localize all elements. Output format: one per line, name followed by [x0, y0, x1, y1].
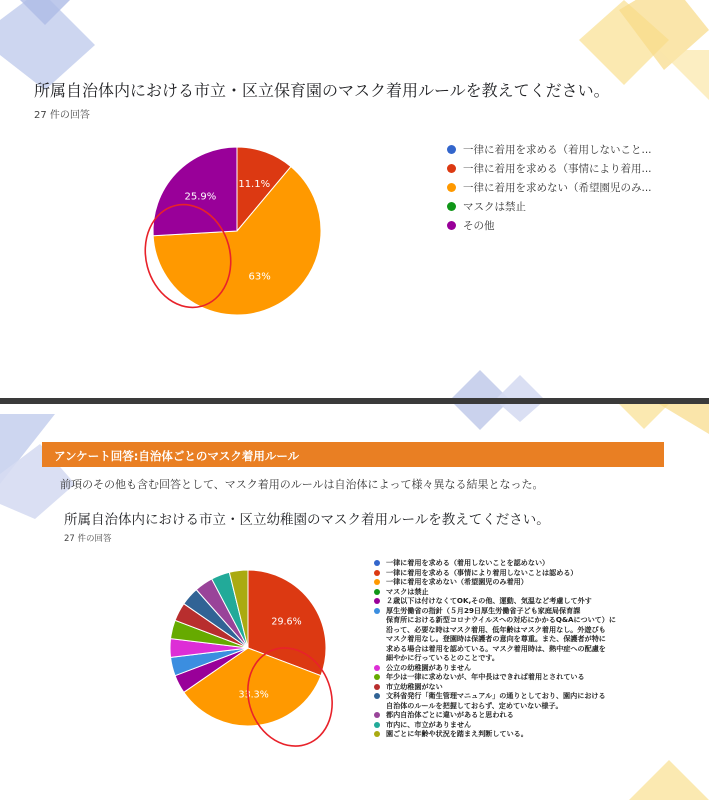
legend-label: 一律に着用を求めない（希望園児のみ着用） [386, 577, 528, 586]
legend-item [447, 159, 652, 178]
legend-dot-icon [447, 145, 456, 154]
legend-dot-icon [374, 674, 380, 680]
slice-label-2: 33.3% [238, 689, 269, 701]
legend-dot-icon [374, 722, 380, 728]
legend-item [374, 587, 674, 597]
legend-dot-icon [374, 684, 380, 690]
decoration-top-center [440, 404, 560, 440]
legend-dot-icon [374, 693, 380, 699]
legend-dot-icon [447, 183, 456, 192]
legend-label: 都内自治体ごとに違いがあると思われる [386, 710, 514, 719]
legend-item [447, 216, 652, 235]
legend-item [374, 558, 674, 568]
legend-item [374, 577, 674, 587]
legend-label: 年少は一律に求めないが、年中長はできれば着用とされている [386, 672, 585, 681]
legend-dot-icon [374, 560, 380, 566]
legend-dot-icon [374, 665, 380, 671]
legend-item [447, 178, 652, 197]
decoration-top-right [589, 404, 709, 444]
slice-label-2: 63% [248, 271, 271, 283]
slice-label-1: 29.6% [271, 616, 302, 628]
legend-dot-icon [374, 589, 380, 595]
legend-item [374, 720, 674, 730]
section-banner: アンケート回答:自治体ごとのマスク着用ルール [42, 442, 664, 467]
slice-label-4: 25.9% [184, 191, 217, 203]
legend-item [374, 663, 674, 673]
legend-label: マスクは禁止 [386, 586, 429, 596]
legend-dot-icon [374, 579, 380, 585]
legend-label: ２歳以下は付けなくてOK,その他、運動、気温など考慮して外す [386, 596, 592, 605]
legend-label: 一律に着用を求める（事情により着用しないことは認める） [386, 567, 578, 577]
legend-dot-icon [374, 712, 380, 718]
legend-item [374, 682, 674, 692]
response-count: 27 件の回答 [34, 110, 90, 121]
legend-item [374, 710, 674, 720]
legend-label: マスクは禁止 [463, 201, 526, 213]
legend-label: 市内に、市立がありません [386, 719, 472, 729]
legend-item [374, 729, 674, 739]
legend-label: 市立幼稚園がない [386, 681, 443, 691]
section-description: 前項のその他も含む回答として、マスク着用のルールは自治体によって様々異なる結果となった。 [60, 478, 544, 491]
legend-dot-icon [374, 608, 380, 614]
legend-dot-icon [447, 202, 456, 211]
legend-label: 文科省発行「衛生管理マニュアル」の通りとしており、園内における 自治体のルールを把握しておらず、定めていない様子。 [386, 691, 606, 710]
legend-label: 園ごとに年齢や状況を踏まえ判断している。 [386, 729, 528, 738]
legend-item [374, 596, 674, 606]
response-count: 27 件の回答 [64, 534, 112, 544]
legend-dot-icon [374, 598, 380, 604]
question-title: 所属自治体内における市立・区立保育園のマスク着用ルールを教えてください。 [34, 81, 610, 100]
legend-item [374, 672, 674, 682]
legend-dot-icon [374, 570, 380, 576]
question-title: 所属自治体内における市立・区立幼稚園のマスク着用ルールを教えてください。 [64, 512, 550, 528]
legend-label: 公立の幼稚園がありません [386, 662, 472, 672]
legend-label: 一律に着用を求める（事情により着用... [463, 163, 652, 175]
legend-item [374, 691, 674, 710]
slide-kindergarten [0, 404, 709, 800]
legend-dot-icon [447, 221, 456, 230]
chart-legend [447, 140, 652, 235]
legend-item [447, 140, 652, 159]
legend-dot-icon [374, 731, 380, 737]
pie-chart-kindergarten [150, 554, 400, 754]
legend-label: 厚生労働省の指針（５月29日厚生労働省子ども家庭局保育課 保育所における新型コロナウイルスへの対応にかかるQ&Aについて）に 沿って、必要な時はマスク着用、低年齢はマスク着用なし。外遊びも マスク着用なし。登園時は保護者の意向を尊重。また、保護者が特に 求める場合は着用を認めている。マスク着用時は、熱中症への配慮を 細やかに行っているとのことです。 [386, 605, 616, 662]
chart-legend [374, 558, 674, 739]
slide-daycare [0, 0, 709, 398]
legend-label: 一律に着用を求める（着用しないこと... [463, 144, 652, 156]
legend-item [374, 568, 674, 578]
legend-item [447, 197, 652, 216]
legend-item [374, 606, 674, 663]
decoration-bottom-right [589, 760, 709, 800]
legend-label: 一律に着用を求めない（希望園児のみ... [463, 182, 652, 194]
legend-dot-icon [447, 164, 456, 173]
pie-chart-daycare [110, 128, 370, 348]
legend-label: 一律に着用を求める（着用しないことを認めない） [386, 558, 550, 567]
decoration-bottom [440, 360, 560, 398]
slice-label-1: 11.1% [238, 178, 271, 190]
legend-label: その他 [463, 220, 495, 232]
